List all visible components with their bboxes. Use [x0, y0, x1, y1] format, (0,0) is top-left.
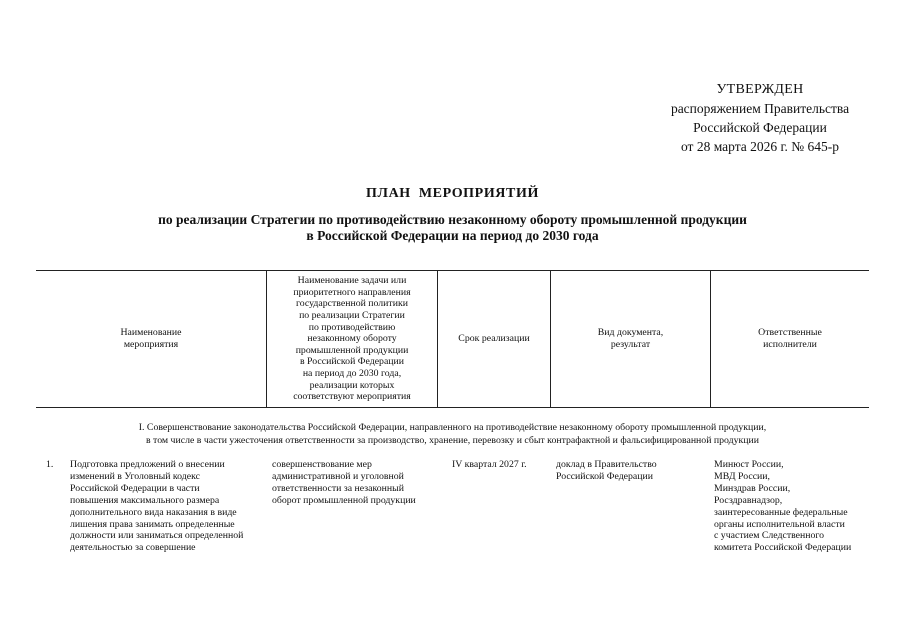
row-executors [714, 459, 870, 554]
text-line: лишения права занимать определенные [70, 518, 235, 530]
text-line: с участием Следственного [714, 530, 825, 542]
document-title: ПЛАН МЕРОПРИЯТИЙ [366, 186, 539, 201]
table-header-bottom-rule [36, 407, 869, 408]
approval-line: от 28 марта 2026 г. № 645-р [680, 139, 840, 154]
section-heading [36, 422, 869, 447]
text-line: незаконному обороту [307, 333, 397, 345]
text-line: государственной политики [296, 298, 408, 310]
text-line: исполнители [763, 339, 817, 350]
approval-heading: УТВЕРЖДЕН [716, 82, 804, 97]
text-line: доклад в Правительство [556, 459, 657, 470]
row-event-name [70, 459, 266, 554]
table-header-result [551, 271, 710, 407]
text-line: заинтересованные федеральные [714, 506, 848, 518]
row-task [272, 459, 444, 507]
approval-line: Российской Федерации [693, 120, 827, 135]
approval-line: распоряжением Правительства [670, 101, 850, 116]
text-line: IV квартал 2027 г. [452, 459, 527, 470]
text-line: ответственности за незаконный [272, 482, 404, 494]
text-line: комитета Российской Федерации [714, 542, 852, 554]
section-heading-line: I. Совершенствование законодательства Российской Федерации, направленного на противодействие незаконному обороту промышленной продукции, [138, 422, 767, 433]
text-line: приоритетного направления [293, 286, 411, 298]
table-header-term [438, 271, 550, 407]
text-line: на период до 2030 года, [302, 367, 402, 379]
text-line: должности или заниматься определенной [70, 530, 244, 542]
text-line: административной и уголовной [272, 470, 404, 482]
document-subtitle [40, 212, 865, 244]
table-header-task [267, 271, 437, 407]
table-header-executors [711, 271, 869, 407]
text-line: Российской Федерации [556, 470, 653, 482]
text-line: деятельностью за совершение [70, 542, 196, 554]
table-header-name [36, 271, 266, 407]
text-line: соответствуют мероприятия [293, 391, 411, 403]
text-line: в Российской Федерации [299, 356, 405, 368]
text-line: дополнительного вида наказания в виде [70, 506, 237, 518]
text-line: по реализации Стратегии [299, 310, 405, 322]
subtitle-line: в Российской Федерации на период до 2030 года [306, 228, 599, 243]
approval-stamp [640, 80, 880, 156]
text-line: промышленной продукции [295, 344, 409, 356]
text-line: органы исполнительной власти [714, 518, 845, 530]
text-line: Минюст России, [714, 459, 784, 470]
text-line: Российской Федерации в части [70, 482, 200, 494]
text-line: Срок реализации [458, 333, 530, 345]
text-line: мероприятия [123, 339, 179, 350]
text-line: повышения максимального размера [70, 494, 220, 506]
text-line: результат [610, 339, 651, 350]
text-line: Подготовка предложений о внесении [70, 459, 225, 470]
row-result [556, 459, 706, 483]
text-line: Ответственные [758, 327, 822, 339]
text-line: Наименование задачи или [297, 275, 407, 287]
text-line: реализации которых [309, 379, 395, 391]
text-line: совершенствование мер [272, 459, 372, 470]
row-term [452, 459, 552, 471]
text-line: Наименование [120, 327, 182, 339]
text-line: оборот промышленной продукции [272, 494, 416, 506]
text-line: Минздрав России, [714, 482, 791, 494]
text-line: по противодействию [308, 321, 396, 333]
text-line: Росздравнадзор, [714, 494, 783, 506]
row-number: 1. [46, 459, 54, 470]
text-line: Вид документа, [597, 327, 664, 339]
text-line: МВД России, [714, 470, 770, 482]
section-heading-line: в том числе в части ужесточения ответственности за производство, хранение, перевозку и сбыт контрафактной и фальсифицированной продукции [145, 434, 760, 446]
text-line: изменений в Уголовный кодекс [70, 470, 200, 482]
subtitle-line: по реализации Стратегии по противодействию незаконному обороту промышленной продукции [158, 212, 747, 227]
